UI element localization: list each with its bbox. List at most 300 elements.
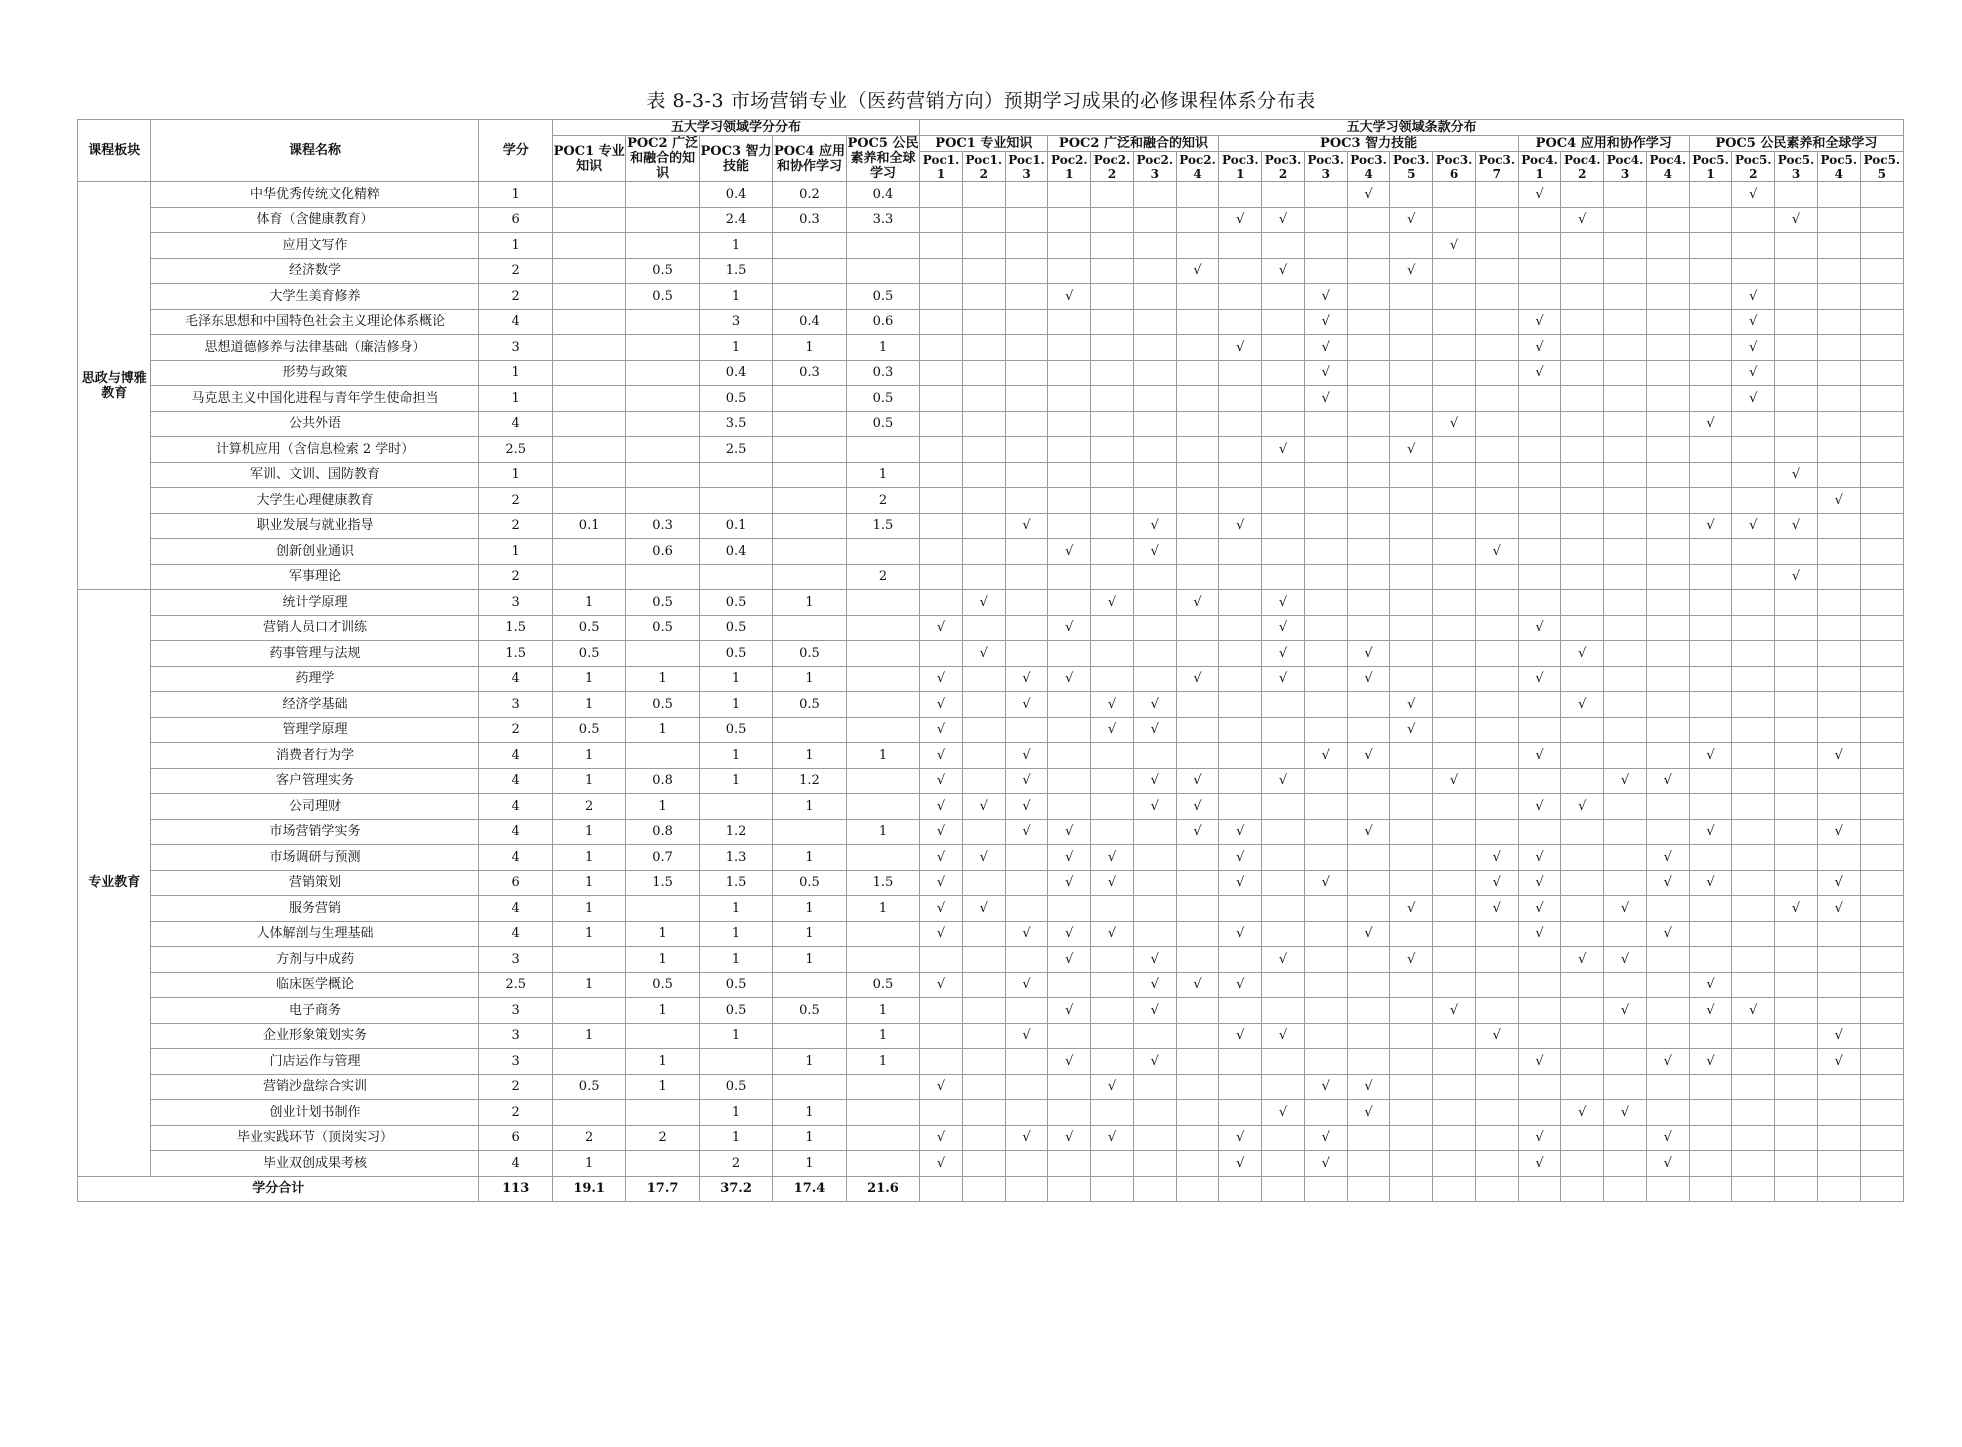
header-poc-group-2: POC2 广泛和融合的知识 [1048,136,1219,152]
empty-cell [1304,590,1347,616]
empty-cell [1518,411,1561,437]
empty-cell [1433,309,1476,335]
check-mark: √ [1475,1023,1518,1049]
empty-cell [1433,896,1476,922]
credit-cell: 1.5 [479,615,552,641]
empty-cell [1133,182,1176,208]
check-mark: √ [1005,819,1048,845]
empty-cell [1775,921,1818,947]
check-mark: √ [1048,921,1091,947]
check-mark: √ [1133,539,1176,565]
empty-cell [1689,335,1732,361]
empty-cell [1475,921,1518,947]
empty-cell [1860,284,1903,310]
empty-cell [1262,717,1305,743]
empty-cell [1048,437,1091,463]
empty-cell [1262,1125,1305,1151]
empty-cell [1005,1049,1048,1075]
empty-cell [1133,743,1176,769]
empty-cell [1475,284,1518,310]
empty-cell [1390,998,1433,1024]
empty-cell [1219,564,1262,590]
empty-cell [1005,717,1048,743]
poc5-credit: 0.5 [846,411,919,437]
empty-cell [1732,896,1775,922]
empty-cell [1732,488,1775,514]
empty-cell [1433,819,1476,845]
credit-cell: 3 [479,947,552,973]
poc3-credit: 1 [699,1100,772,1126]
empty-cell [1390,1125,1433,1151]
empty-cell [1347,284,1390,310]
poc5-credit: 1 [846,335,919,361]
empty-cell [1561,1151,1604,1177]
poc1-credit [552,1049,625,1075]
empty-cell [1646,207,1689,233]
empty-cell [1347,539,1390,565]
poc3-credit [699,564,772,590]
poc3-credit: 0.5 [699,386,772,412]
empty-cell [1390,411,1433,437]
course-name: 市场营销学实务 [151,819,479,845]
empty-cell [1219,488,1262,514]
poc5-credit: 1 [846,743,919,769]
empty-cell [1304,641,1347,667]
credit-cell: 1 [479,233,552,259]
empty-cell [1048,564,1091,590]
empty-cell [1091,437,1134,463]
empty-cell [1860,641,1903,667]
header-subcol-7: Poc2. 4 [1176,152,1219,182]
empty-cell [1561,590,1604,616]
poc5-credit [846,1125,919,1151]
check-mark: √ [1347,1074,1390,1100]
empty-cell [1219,1049,1262,1075]
empty-cell [1475,819,1518,845]
empty-cell [1689,641,1732,667]
poc2-credit [626,233,699,259]
empty-cell [1390,386,1433,412]
poc5-credit: 1 [846,819,919,845]
empty-cell [1347,972,1390,998]
check-mark: √ [1561,692,1604,718]
empty-cell [1433,870,1476,896]
empty-cell [1775,233,1818,259]
empty-cell [962,182,1005,208]
empty-cell [1005,309,1048,335]
empty-cell [1219,998,1262,1024]
empty-cell [1176,1074,1219,1100]
check-mark: √ [1091,590,1134,616]
poc5-credit [846,437,919,463]
empty-cell [1817,182,1860,208]
empty-cell [1390,870,1433,896]
empty-cell [920,1100,963,1126]
credit-cell: 2 [479,284,552,310]
empty-cell [1433,207,1476,233]
table-row [78,717,1904,743]
poc1-credit: 1 [552,819,625,845]
empty-cell [1646,717,1689,743]
poc4-credit: 0.5 [773,870,846,896]
empty-cell [1048,794,1091,820]
empty-cell [1732,819,1775,845]
empty-cell [1347,233,1390,259]
poc1-credit [552,182,625,208]
empty-cell [1775,947,1818,973]
empty-cell [1433,1074,1476,1100]
poc2-credit: 0.8 [626,768,699,794]
empty-cell [1732,258,1775,284]
empty-cell [1817,768,1860,794]
header-subcol-15: Poc4. 1 [1518,152,1561,182]
poc2-credit [626,564,699,590]
course-name: 企业形象策划实务 [151,1023,479,1049]
empty-cell [1262,794,1305,820]
poc1-credit [552,233,625,259]
check-mark: √ [1817,743,1860,769]
empty-cell [1475,1151,1518,1177]
empty-cell [1433,590,1476,616]
empty-cell [1646,411,1689,437]
empty-cell [1860,539,1903,565]
empty-cell [1775,1125,1818,1151]
table-row [78,870,1904,896]
empty-cell [1732,1151,1775,1177]
check-mark: √ [1219,972,1262,998]
empty-cell [1433,972,1476,998]
empty-cell [1475,1125,1518,1151]
empty-cell [1176,870,1219,896]
check-mark: √ [1005,1023,1048,1049]
empty-cell [1561,1125,1604,1151]
empty-cell [1433,641,1476,667]
empty-cell [1689,258,1732,284]
empty-cell [1817,1125,1860,1151]
empty-cell [1091,972,1134,998]
block-label: 专业教育 [78,590,151,1177]
check-mark: √ [1433,233,1476,259]
empty-cell [1048,411,1091,437]
header-subcol-8: Poc3. 1 [1219,152,1262,182]
poc4-credit: 0.4 [773,309,846,335]
empty-cell [1604,845,1647,871]
empty-cell [1048,233,1091,259]
poc1-credit [552,258,625,284]
empty-cell [1860,513,1903,539]
empty-cell [1433,845,1476,871]
empty-cell [1262,360,1305,386]
empty-cell [1091,360,1134,386]
empty-cell [1732,1176,1775,1202]
empty-cell [1304,233,1347,259]
empty-cell [920,462,963,488]
empty-cell [1304,1100,1347,1126]
poc5-credit: 1 [846,896,919,922]
poc1-credit [552,309,625,335]
poc4-credit: 1 [773,1100,846,1126]
poc5-credit [846,768,919,794]
empty-cell [1646,360,1689,386]
empty-cell [1005,1100,1048,1126]
empty-cell [1262,309,1305,335]
empty-cell [1689,1151,1732,1177]
empty-cell [1646,513,1689,539]
check-mark: √ [920,1074,963,1100]
empty-cell [962,386,1005,412]
empty-cell [1304,1049,1347,1075]
check-mark: √ [1091,845,1134,871]
empty-cell [1518,284,1561,310]
empty-cell [1262,488,1305,514]
course-name: 中华优秀传统文化精粹 [151,182,479,208]
poc5-credit: 0.4 [846,182,919,208]
empty-cell [1048,1023,1091,1049]
empty-cell [1518,513,1561,539]
credit-cell: 2.5 [479,437,552,463]
check-mark: √ [1048,1125,1091,1151]
empty-cell [1091,284,1134,310]
check-mark: √ [1219,921,1262,947]
check-mark: √ [1133,717,1176,743]
empty-cell [962,513,1005,539]
empty-cell [1390,666,1433,692]
check-mark: √ [1518,896,1561,922]
empty-cell [1262,462,1305,488]
empty-cell [1561,1074,1604,1100]
poc2-credit [626,462,699,488]
poc2-credit [626,360,699,386]
empty-cell [1817,794,1860,820]
empty-cell [1860,462,1903,488]
empty-cell [1689,717,1732,743]
empty-cell [1689,692,1732,718]
poc2-credit [626,743,699,769]
empty-cell [1518,437,1561,463]
empty-cell [1775,641,1818,667]
empty-cell [1390,615,1433,641]
empty-cell [1091,335,1134,361]
empty-cell [1048,1151,1091,1177]
empty-cell [1176,1049,1219,1075]
empty-cell [1646,819,1689,845]
empty-cell [1817,462,1860,488]
empty-cell [1048,462,1091,488]
empty-cell [1518,564,1561,590]
empty-cell [1689,207,1732,233]
empty-cell [1604,182,1647,208]
poc5-credit [846,666,919,692]
empty-cell [1475,513,1518,539]
empty-cell [1732,615,1775,641]
empty-cell [1732,590,1775,616]
empty-cell [1732,692,1775,718]
empty-cell [1347,590,1390,616]
empty-cell [1219,947,1262,973]
poc3-credit: 1 [699,768,772,794]
poc2-credit: 1 [626,717,699,743]
poc1-credit: 0.5 [552,641,625,667]
poc3-credit: 1 [699,233,772,259]
check-mark: √ [1219,513,1262,539]
empty-cell [962,1151,1005,1177]
check-mark: √ [1304,1151,1347,1177]
header-subcol-18: Poc4. 4 [1646,152,1689,182]
empty-cell [1604,233,1647,259]
check-mark: √ [1518,921,1561,947]
empty-cell [1561,615,1604,641]
empty-cell [1689,233,1732,259]
poc2-credit [626,1100,699,1126]
poc1-credit [552,539,625,565]
empty-cell [1176,462,1219,488]
empty-cell [1604,411,1647,437]
empty-cell [920,641,963,667]
empty-cell [1646,564,1689,590]
empty-cell [1005,386,1048,412]
empty-cell [1091,998,1134,1024]
empty-cell [1005,845,1048,871]
empty-cell [1133,1023,1176,1049]
poc5-credit: 1.5 [846,870,919,896]
empty-cell [1176,692,1219,718]
course-name: 思想道德修养与法律基础（廉洁修身） [151,335,479,361]
credit-cell: 4 [479,794,552,820]
empty-cell [1646,1100,1689,1126]
course-name: 创新创业通识 [151,539,479,565]
course-name: 经济数学 [151,258,479,284]
empty-cell [1689,896,1732,922]
poc2-credit: 1.5 [626,870,699,896]
empty-cell [1646,182,1689,208]
course-name: 药事管理与法规 [151,641,479,667]
poc1-credit: 1 [552,768,625,794]
empty-cell [1219,590,1262,616]
poc2-credit: 2 [626,1125,699,1151]
empty-cell [1732,1125,1775,1151]
check-mark: √ [1433,998,1476,1024]
empty-cell [1091,615,1134,641]
poc2-credit: 0.7 [626,845,699,871]
poc4-credit: 1 [773,947,846,973]
header-clause-distribution: 五大学习领域条款分布 [920,120,1904,136]
empty-cell [1091,1176,1134,1202]
check-mark: √ [1219,1125,1262,1151]
header-poc-group-1: POC1 专业知识 [920,136,1048,152]
credit-cell: 1.5 [479,641,552,667]
empty-cell [920,539,963,565]
header-credit-poc4: POC4 应用和协作学习 [773,136,846,182]
poc4-credit [773,972,846,998]
table-row [78,768,1904,794]
empty-cell [1561,488,1604,514]
poc5-credit: 2 [846,488,919,514]
poc1-credit [552,360,625,386]
header-subcol-14: Poc3. 7 [1475,152,1518,182]
empty-cell [1561,972,1604,998]
empty-cell [1475,590,1518,616]
empty-cell [1775,1151,1818,1177]
empty-cell [1304,207,1347,233]
empty-cell [1860,309,1903,335]
poc3-credit: 0.1 [699,513,772,539]
empty-cell [1561,1023,1604,1049]
check-mark: √ [1646,1151,1689,1177]
empty-cell [1732,794,1775,820]
empty-cell [1646,947,1689,973]
poc3-credit: 2.4 [699,207,772,233]
check-mark: √ [1561,1100,1604,1126]
check-mark: √ [1732,284,1775,310]
empty-cell [1219,641,1262,667]
empty-cell [1860,207,1903,233]
table-row [78,360,1904,386]
poc5-credit: 0.6 [846,309,919,335]
empty-cell [1732,437,1775,463]
poc1-credit: 1 [552,972,625,998]
empty-cell [1176,233,1219,259]
empty-cell [1219,360,1262,386]
empty-cell [1433,794,1476,820]
empty-cell [1091,386,1134,412]
empty-cell [920,360,963,386]
poc1-credit: 0.1 [552,513,625,539]
empty-cell [1048,258,1091,284]
poc3-credit: 0.5 [699,590,772,616]
header-credit-poc1: POC1 专业知识 [552,136,625,182]
empty-cell [1262,386,1305,412]
empty-cell [1518,386,1561,412]
poc3-credit: 1 [699,743,772,769]
poc5-credit: 1 [846,1049,919,1075]
empty-cell [1775,284,1818,310]
empty-cell [1347,360,1390,386]
empty-cell [1561,335,1604,361]
empty-cell [1561,768,1604,794]
empty-cell [1005,1074,1048,1100]
poc1-credit: 0.5 [552,615,625,641]
empty-cell [962,564,1005,590]
empty-cell [1133,411,1176,437]
empty-cell [1646,284,1689,310]
poc4-credit: 1 [773,590,846,616]
empty-cell [1860,819,1903,845]
empty-cell [1732,717,1775,743]
empty-cell [1347,1151,1390,1177]
empty-cell [1646,539,1689,565]
check-mark: √ [1005,921,1048,947]
header-subcol-21: Poc5. 3 [1775,152,1818,182]
empty-cell [962,768,1005,794]
check-mark: √ [1048,998,1091,1024]
check-mark: √ [920,921,963,947]
poc3-credit: 1 [699,692,772,718]
empty-cell [1133,309,1176,335]
empty-cell [1133,615,1176,641]
check-mark: √ [1176,972,1219,998]
empty-cell [1304,972,1347,998]
empty-cell [1091,743,1134,769]
total-row [78,1176,1904,1202]
check-mark: √ [1304,386,1347,412]
poc1-credit [552,462,625,488]
poc5-credit: 0.5 [846,386,919,412]
check-mark: √ [920,819,963,845]
empty-cell [1817,692,1860,718]
empty-cell [1133,488,1176,514]
poc5-credit: 2 [846,564,919,590]
empty-cell [1091,666,1134,692]
